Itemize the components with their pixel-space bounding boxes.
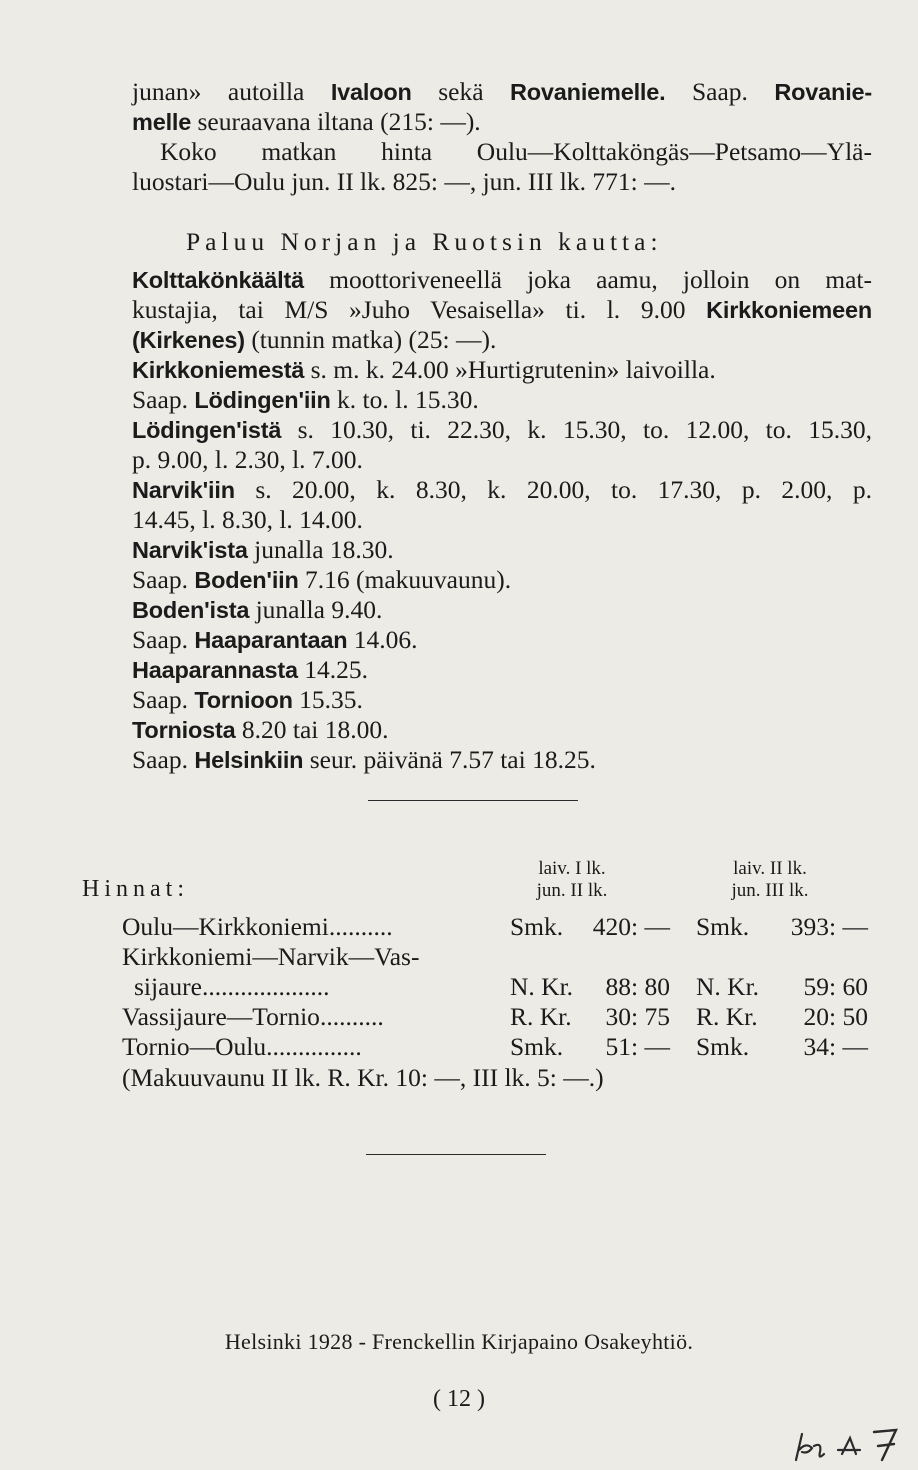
route-line-14 <box>132 654 872 686</box>
price-row <box>122 1001 868 1033</box>
place-name: Lödingen'istä <box>132 417 282 443</box>
route-line-16 <box>132 714 872 746</box>
route-name: Oulu—Kirkkoniemi.......... <box>122 912 393 941</box>
text-line-4 <box>132 166 872 197</box>
price-row <box>122 911 868 943</box>
text: junalla 9.40. <box>255 595 383 624</box>
place-name: (Kirkenes) <box>132 327 245 353</box>
text: 14.45, l. 8.30, l. 14.00. <box>132 505 363 534</box>
text-line-3 <box>160 136 872 167</box>
text: 14.25. <box>304 655 369 684</box>
text: (tunnin matka) (25: —). <box>251 325 497 354</box>
place-name: Boden'iin <box>194 567 299 593</box>
text: 14.06. <box>353 625 418 654</box>
price-cell: N. Kr. 88: 80 <box>510 972 670 1001</box>
route-line-1 <box>132 264 872 296</box>
place-name: Haaparantaan <box>194 627 348 653</box>
route-line-8 <box>132 474 872 506</box>
text: Saap. <box>132 625 188 654</box>
price-cell: R. Kr. 30: 75 <box>510 1002 670 1031</box>
place-name: Narvik'iin <box>132 477 235 503</box>
page-number: ( 12 ) <box>433 1386 485 1412</box>
price-row <box>122 941 868 973</box>
route-line-2 <box>132 294 872 326</box>
text: Saap. <box>691 77 748 106</box>
route-line-10 <box>132 534 872 566</box>
price-column-header-2 <box>702 858 838 902</box>
price-row <box>122 1031 868 1063</box>
place-name: Tornioon <box>194 687 293 713</box>
route-line-17 <box>132 744 872 776</box>
price-row <box>122 971 868 1003</box>
route-line-13 <box>132 624 872 656</box>
price-cell: Smk. 420: — <box>510 912 670 941</box>
text: (Makuuvaunu II lk. R. Kr. 10: —, III lk. 5: —.) <box>122 1063 604 1092</box>
text: s. m. k. 24.00 »Hurtigrutenin» laivoilla. <box>310 355 716 384</box>
route-line-15 <box>132 684 872 716</box>
divider <box>366 1154 546 1155</box>
text: Saap. <box>132 745 188 774</box>
route-line-4 <box>132 354 872 386</box>
prices-heading: Hinnat: <box>82 876 189 902</box>
place-name: Ivaloon <box>330 79 412 105</box>
divider <box>368 800 578 801</box>
text: laiv. I lk. <box>538 858 606 879</box>
place-name: Kirkkoniemeen <box>706 297 873 323</box>
text: kustajia, tai M/S »Juho Vesaisella» ti. l. 9.00 <box>132 295 686 324</box>
place-name: Rovanie- <box>774 79 873 105</box>
route-line-12 <box>132 594 872 626</box>
route-name: Kirkkoniemi—Narvik—Vas- <box>122 942 420 971</box>
text: 8.20 tai 18.00. <box>241 715 389 744</box>
text: luostari—Oulu jun. II lk. 825: —, jun. III lk. 771: —. <box>132 167 676 196</box>
text-line-2 <box>132 106 872 138</box>
price-cell: N. Kr. 59: 60 <box>696 972 868 1001</box>
route-name: Vassijaure—Tornio.......... <box>122 1002 384 1031</box>
route-line-7 <box>132 444 872 475</box>
route-line-6 <box>132 414 872 446</box>
place-name: Lödingen'iin <box>194 387 331 413</box>
text: Koko matkan hinta Oulu—Kolttaköngäs—Petsamo—Ylä- <box>160 137 872 166</box>
price-cell: R. Kr. 20: 50 <box>696 1002 868 1031</box>
text: 7.16 (makuuvaunu). <box>305 565 512 594</box>
text-line-1 <box>132 76 872 108</box>
text: jun. III lk. <box>731 880 809 901</box>
text: moottoriveneellä joka aamu, jolloin on mat- <box>329 265 873 294</box>
place-name: Boden'ista <box>132 597 250 623</box>
route-line-5 <box>132 384 872 416</box>
text: seuraavana iltana (215: —). <box>197 107 481 136</box>
text: Saap. <box>132 565 188 594</box>
price-cell: Smk. 34: — <box>696 1032 868 1061</box>
price-cell: Smk. 393: — <box>696 912 868 941</box>
price-cell: Smk. 51: — <box>510 1032 670 1061</box>
text: junan» autoilla <box>132 77 305 106</box>
text: s. 10.30, ti. 22.30, k. 15.30, to. 12.00, to. 15.30, <box>297 415 873 444</box>
text: seur. päivänä 7.57 tai 18.25. <box>309 745 596 774</box>
text: junalla 18.30. <box>254 535 394 564</box>
section-heading: Paluu Norjan ja Ruotsin kautta: <box>186 227 663 256</box>
place-name: Rovaniemelle. <box>510 79 666 105</box>
text: jun. II lk. <box>536 880 608 901</box>
printer-imprint: Helsinki 1928 - Frenckellin Kirjapaino Osakeyhtiö. <box>224 1329 694 1354</box>
text: p. 9.00, l. 2.30, l. 7.00. <box>132 445 363 474</box>
route-name: sijaure.................... <box>134 972 330 1001</box>
place-name: Kirkkoniemestä <box>132 357 305 383</box>
text: s. 20.00, k. 8.30, k. 20.00, to. 17.30, p. 2.00, p. <box>255 475 873 504</box>
place-name: Haaparannasta <box>132 657 298 683</box>
route-line-9 <box>132 504 872 535</box>
text: Saap. <box>132 385 188 414</box>
place-name: Narvik'ista <box>132 537 248 563</box>
route-line-11 <box>132 564 872 596</box>
route-line-3 <box>132 324 872 356</box>
text: sekä <box>438 77 484 106</box>
handwritten-mark <box>790 1420 910 1466</box>
place-name: Helsinkiin <box>194 747 304 773</box>
route-name: Tornio—Oulu............... <box>122 1032 362 1061</box>
place-name: Torniosta <box>132 717 236 743</box>
price-column-header-1 <box>512 858 632 902</box>
place-name: Kolttakönkäältä <box>132 267 304 293</box>
price-note <box>122 1062 868 1094</box>
text: Saap. <box>132 685 188 714</box>
place-name: melle <box>132 109 192 135</box>
text: 15.35. <box>299 685 363 714</box>
text: laiv. II lk. <box>733 858 807 879</box>
text: k. to. l. 15.30. <box>337 385 479 414</box>
